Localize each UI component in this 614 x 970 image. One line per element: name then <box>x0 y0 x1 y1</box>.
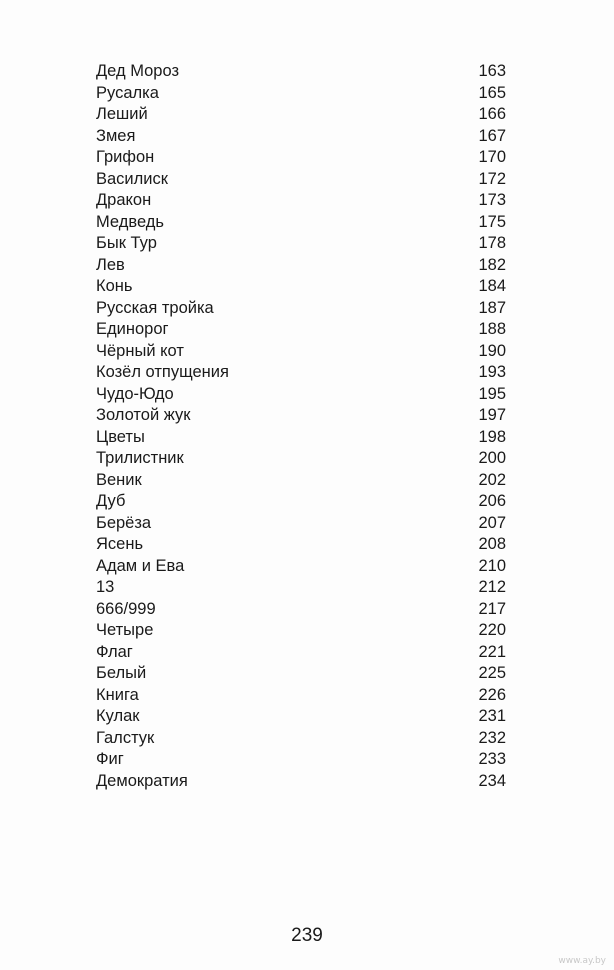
toc-entry-title: Книга <box>96 685 139 704</box>
toc-entry-page: 175 <box>478 212 506 231</box>
toc-entry-page: 188 <box>478 320 506 338</box>
toc-entry-page: 234 <box>478 771 506 790</box>
toc-entry <box>96 749 506 771</box>
toc-entry-page: 170 <box>478 148 506 166</box>
toc-entry <box>96 255 506 277</box>
toc-entry-page: 233 <box>478 750 506 768</box>
toc-entry-title: Адам и Ева <box>96 556 185 575</box>
toc-entry-page: 200 <box>478 449 506 467</box>
toc-entry <box>96 706 506 728</box>
toc-entry-page: 197 <box>478 406 506 424</box>
toc-entry-title: Змея <box>96 126 136 145</box>
toc-entry <box>96 491 506 513</box>
toc-entry-title: Грифон <box>96 148 155 166</box>
toc-entry-title: Галстук <box>96 728 155 747</box>
toc-entry-title: Дуб <box>96 492 126 510</box>
toc-entry-page: 202 <box>478 470 506 489</box>
toc-entry-page: 217 <box>478 599 506 618</box>
toc-entry-page: 193 <box>478 363 506 381</box>
toc-entry-title: Лев <box>96 255 125 274</box>
toc-entry-title: Цветы <box>96 427 145 446</box>
toc-entry <box>96 362 506 384</box>
toc-entry-title: Берёза <box>96 513 152 532</box>
toc-entry <box>96 599 506 621</box>
toc-entry-title: Единорог <box>96 320 169 338</box>
toc-entry-title: Золотой жук <box>96 406 191 424</box>
toc-entry <box>96 341 506 363</box>
toc-entry-page: 226 <box>478 685 506 704</box>
watermark: www.ay.by <box>558 956 606 966</box>
toc-entry <box>96 319 506 341</box>
toc-entry-title: Дракон <box>96 191 152 209</box>
toc-entry-page: 165 <box>478 83 506 102</box>
toc-entry-page: 195 <box>478 384 506 403</box>
toc-entry-page: 198 <box>478 427 506 446</box>
toc-entry-title: Бык Тур <box>96 234 157 252</box>
toc-entry <box>96 190 506 212</box>
table-of-contents <box>96 61 506 792</box>
toc-entry-page: 163 <box>478 62 506 80</box>
toc-entry <box>96 384 506 406</box>
toc-entry-title: Козёл отпущения <box>96 363 229 381</box>
toc-entry-title: Леший <box>96 105 148 123</box>
toc-entry-title: 666/999 <box>96 599 156 618</box>
toc-entry <box>96 556 506 578</box>
toc-entry-title: Русская тройка <box>96 298 214 317</box>
toc-entry-page: 225 <box>478 664 506 682</box>
toc-entry-page: 231 <box>478 707 506 725</box>
toc-entry <box>96 728 506 750</box>
toc-entry <box>96 405 506 427</box>
toc-entry-title: Ясень <box>96 535 144 553</box>
toc-entry-page: 182 <box>478 255 506 274</box>
toc-entry-title: Фиг <box>96 750 124 768</box>
toc-entry <box>96 212 506 234</box>
toc-entry-page: 173 <box>478 191 506 209</box>
toc-entry <box>96 620 506 642</box>
toc-entry-title: Веник <box>96 470 142 489</box>
toc-entry-page: 232 <box>478 728 506 747</box>
toc-entry-page: 220 <box>478 621 506 639</box>
toc-entry <box>96 685 506 707</box>
toc-entry-page: 207 <box>478 513 506 532</box>
toc-entry <box>96 298 506 320</box>
toc-entry <box>96 83 506 105</box>
toc-entry <box>96 534 506 556</box>
toc-entry-title: Дед Мороз <box>96 62 180 80</box>
toc-entry <box>96 577 506 599</box>
toc-entry-title: Четыре <box>96 621 154 639</box>
toc-entry-page: 206 <box>478 492 506 510</box>
toc-entry-title: Василиск <box>96 169 168 188</box>
toc-entry-page: 167 <box>478 126 506 145</box>
toc-entry-page: 187 <box>478 298 506 317</box>
toc-entry-title: Чёрный кот <box>96 341 184 360</box>
toc-entry <box>96 663 506 685</box>
toc-entry-title: Чудо-Юдо <box>96 384 174 403</box>
toc-entry <box>96 771 506 793</box>
toc-entry <box>96 147 506 169</box>
toc-entry-page: 166 <box>478 105 506 123</box>
toc-entry-title: Конь <box>96 277 133 295</box>
toc-entry <box>96 642 506 664</box>
toc-entry <box>96 427 506 449</box>
toc-entry-page: 184 <box>478 277 506 295</box>
toc-entry-title: Русалка <box>96 83 159 102</box>
toc-entry <box>96 169 506 191</box>
toc-entry-page: 178 <box>478 234 506 252</box>
toc-entry-title: Демократия <box>96 771 188 790</box>
toc-entry-title: Медведь <box>96 212 164 231</box>
toc-entry-page: 210 <box>478 556 506 575</box>
toc-entry-title: Трилистник <box>96 449 184 467</box>
toc-entry-page: 208 <box>478 535 506 553</box>
toc-entry-title: Флаг <box>96 642 133 661</box>
toc-entry-title: Белый <box>96 664 147 682</box>
toc-entry-page: 221 <box>478 642 506 661</box>
toc-entry <box>96 126 506 148</box>
toc-entry <box>96 513 506 535</box>
toc-entry-title: Кулак <box>96 707 140 725</box>
toc-entry <box>96 276 506 298</box>
toc-entry-title: 13 <box>96 578 115 596</box>
page-number: 239 <box>291 925 323 946</box>
toc-entry <box>96 233 506 255</box>
toc-entry <box>96 104 506 126</box>
toc-entry-page: 172 <box>478 169 506 188</box>
toc-entry <box>96 61 506 83</box>
toc-entry <box>96 448 506 470</box>
toc-entry-page: 190 <box>478 341 506 360</box>
toc-entry-page: 212 <box>478 578 506 596</box>
toc-entry <box>96 470 506 492</box>
